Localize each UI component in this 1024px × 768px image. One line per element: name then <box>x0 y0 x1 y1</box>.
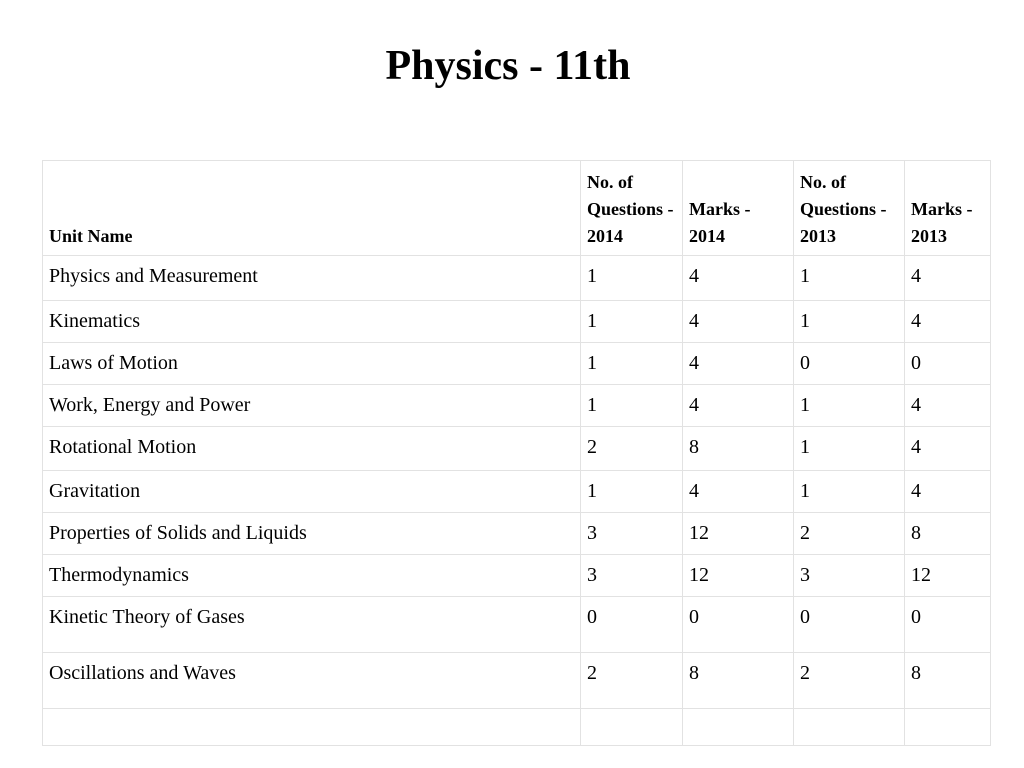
table-row <box>43 555 991 597</box>
marks-2014-cell: 4 <box>683 343 794 385</box>
marks-2013-cell: 8 <box>905 513 991 555</box>
questions-2014-cell: 1 <box>581 343 683 385</box>
questions-2013-cell: 0 <box>794 343 905 385</box>
questions-2013-cell: 1 <box>794 301 905 343</box>
header-row <box>43 161 991 256</box>
marks-2013-cell: 4 <box>905 471 991 513</box>
questions-2014-cell: 3 <box>581 555 683 597</box>
questions-2014-cell: 1 <box>581 471 683 513</box>
marks-2014-cell: 8 <box>683 653 794 709</box>
marks-2013-cell <box>905 709 991 746</box>
questions-2014-cell: 2 <box>581 427 683 471</box>
questions-2013-cell: 0 <box>794 597 905 653</box>
table-row <box>43 471 991 513</box>
unit-name-cell: Physics and Measurement <box>43 256 581 301</box>
table-row <box>43 653 991 709</box>
table-row <box>43 709 991 746</box>
questions-2014-cell: 3 <box>581 513 683 555</box>
unit-name-cell: Kinetic Theory of Gases <box>43 597 581 653</box>
marks-2013-cell: 4 <box>905 385 991 427</box>
unit-name-cell: Laws of Motion <box>43 343 581 385</box>
marks-2014-cell: 4 <box>683 471 794 513</box>
questions-2013-cell: 1 <box>794 427 905 471</box>
questions-2014-cell: 0 <box>581 597 683 653</box>
table-row <box>43 343 991 385</box>
unit-name-cell: Work, Energy and Power <box>43 385 581 427</box>
unit-name-cell: Thermodynamics <box>43 555 581 597</box>
header-marks-2013: Marks - 2013 <box>905 161 991 256</box>
table-row <box>43 301 991 343</box>
questions-2013-cell: 3 <box>794 555 905 597</box>
marks-2014-cell: 12 <box>683 555 794 597</box>
marks-2014-cell: 4 <box>683 256 794 301</box>
marks-2013-cell: 0 <box>905 597 991 653</box>
marks-2013-cell: 4 <box>905 427 991 471</box>
questions-2013-cell: 1 <box>794 471 905 513</box>
unit-name-cell: Properties of Solids and Liquids <box>43 513 581 555</box>
marks-2013-cell: 4 <box>905 301 991 343</box>
marks-2014-cell: 12 <box>683 513 794 555</box>
table-row <box>43 385 991 427</box>
unit-name-cell: Rotational Motion <box>43 427 581 471</box>
unit-name-cell: Kinematics <box>43 301 581 343</box>
questions-2014-cell <box>581 709 683 746</box>
table-row <box>43 597 991 653</box>
marks-2014-cell: 8 <box>683 427 794 471</box>
questions-2014-cell: 1 <box>581 256 683 301</box>
questions-2013-cell: 2 <box>794 653 905 709</box>
unit-name-cell: Oscillations and Waves <box>43 653 581 709</box>
marks-2013-cell: 0 <box>905 343 991 385</box>
header-marks-2014: Marks - 2014 <box>683 161 794 256</box>
questions-2013-cell: 1 <box>794 256 905 301</box>
marks-2013-cell: 12 <box>905 555 991 597</box>
unit-name-cell: Gravitation <box>43 471 581 513</box>
table-row <box>43 427 991 471</box>
header-unit-name: Unit Name <box>43 161 581 256</box>
marks-2013-cell: 4 <box>905 256 991 301</box>
questions-2014-cell: 1 <box>581 301 683 343</box>
header-questions-2014: No. of Questions - 2014 <box>581 161 683 256</box>
table-row <box>43 513 991 555</box>
page-title: Physics - 11th <box>385 43 631 89</box>
questions-2014-cell: 2 <box>581 653 683 709</box>
header-questions-2013: No. of Questions - 2013 <box>794 161 905 256</box>
marks-table <box>42 160 991 746</box>
marks-2014-cell: 4 <box>683 385 794 427</box>
questions-2013-cell <box>794 709 905 746</box>
marks-2013-cell: 8 <box>905 653 991 709</box>
marks-2014-cell: 4 <box>683 301 794 343</box>
marks-2014-cell: 0 <box>683 597 794 653</box>
questions-2013-cell: 2 <box>794 513 905 555</box>
unit-name-cell <box>43 709 581 746</box>
table-row <box>43 256 991 301</box>
questions-2014-cell: 1 <box>581 385 683 427</box>
marks-2014-cell <box>683 709 794 746</box>
questions-2013-cell: 1 <box>794 385 905 427</box>
